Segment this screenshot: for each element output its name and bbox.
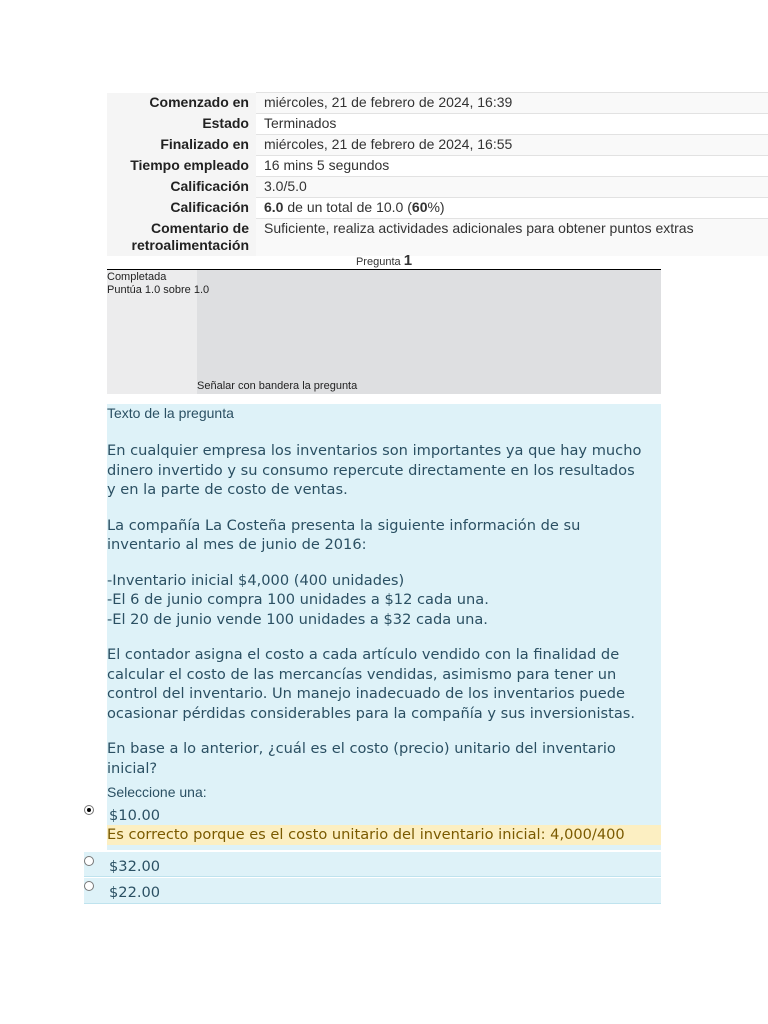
question-line: calcular el costo de las mercancías vendidas, asimismo para tener un xyxy=(107,665,617,683)
summary-label: Comenzado en xyxy=(107,93,256,114)
summary-label: Estado xyxy=(107,114,256,135)
question-line: inventario al mes de junio de 2016: xyxy=(107,536,367,553)
grade-value: 6.0 xyxy=(264,199,284,215)
question-line: -Inventario inicial $4,000 (400 unidades) xyxy=(107,571,405,589)
summary-label: Finalizado en xyxy=(107,135,256,156)
question-line: ocasionar pérdidas considerables para la compañía y sus inversionistas. xyxy=(107,704,636,722)
answer-feedback: Es correcto porque es el costo unitario del inventario inicial: 4,000/400 xyxy=(107,825,661,845)
answer-row-option-3 xyxy=(84,878,661,903)
answer-radio-option-3[interactable] xyxy=(84,881,94,891)
summary-value xyxy=(256,198,768,219)
answer-radio-option-1[interactable] xyxy=(84,805,94,815)
question-line: -El 20 de junio vende 100 unidades a $32 cada una. xyxy=(107,610,488,628)
question-line: La compañía La Costeña presenta la siguiente información de su xyxy=(107,516,581,534)
question-state: Completada xyxy=(107,271,167,283)
summary-row-grade xyxy=(107,198,768,219)
answer-label-option-3[interactable]: $22.00 xyxy=(109,884,161,901)
summary-value: Terminados xyxy=(256,114,768,135)
summary-label-line2: retroalimentación xyxy=(131,236,249,253)
question-line: inicial? xyxy=(107,759,158,777)
summary-label: Tiempo empleado xyxy=(107,156,256,177)
question-line: El contador asigna el costo a cada artículo vendido con la finalidad de xyxy=(107,646,620,663)
grade-percent: 60 xyxy=(411,199,428,215)
summary-value: miércoles, 21 de febrero de 2024, 16:39 xyxy=(256,93,768,114)
grade-total-text: de un total de 10.0 ( xyxy=(283,199,412,215)
question-line: En cualquier empresa los inventarios son importantes ya que hay mucho xyxy=(107,442,642,459)
summary-row-finished xyxy=(107,135,768,156)
answer-label-option-2[interactable]: $32.00 xyxy=(109,858,161,875)
summary-row-state xyxy=(107,114,768,135)
attempt-summary-table xyxy=(107,92,768,256)
summary-label xyxy=(107,219,256,256)
question-info-box xyxy=(107,270,661,394)
question-text xyxy=(107,441,661,794)
answer-separator xyxy=(84,876,661,877)
answer-row-option-2 xyxy=(84,852,661,876)
summary-row-feedback xyxy=(107,219,768,256)
question-header-prefix: Pregunta xyxy=(355,256,401,268)
question-content xyxy=(107,404,661,850)
flag-question-link[interactable]: Señalar con bandera la pregunta xyxy=(197,380,358,392)
question-line: dinero invertido y su consumo repercute directamente en los resultados xyxy=(107,461,635,479)
summary-row-time-taken xyxy=(107,156,768,177)
question-paragraph xyxy=(107,441,661,500)
summary-row-started xyxy=(107,93,768,114)
summary-value: miércoles, 21 de febrero de 2024, 16:55 xyxy=(256,135,768,156)
summary-value: 16 mins 5 segundos xyxy=(256,156,768,177)
question-line: y en la parte de costo de ventas. xyxy=(107,481,348,498)
grade-percent-suffix: %) xyxy=(427,199,445,215)
question-grade: Puntúa 1.0 sobre 1.0 xyxy=(107,284,210,296)
question-line: En base a lo anterior, ¿cuál es el costo (precio) unitario del inventario xyxy=(107,740,616,757)
summary-value: 3.0/5.0 xyxy=(256,177,768,198)
answer-label-option-1[interactable]: $10.00 xyxy=(109,807,161,824)
select-one-prompt: Seleccione una: xyxy=(107,784,207,800)
summary-value: Suficiente, realiza actividades adicionales para obtener puntos extras xyxy=(256,219,768,256)
question-number: 1 xyxy=(403,252,413,269)
question-text-label: Texto de la pregunta xyxy=(107,405,234,421)
question-paragraph xyxy=(107,739,661,778)
question-paragraph xyxy=(107,645,661,723)
question-paragraph xyxy=(107,571,661,630)
question-header xyxy=(107,252,661,270)
question-paragraph xyxy=(107,516,661,555)
question-line: control del inventario. Un manejo inadecuado de los inventarios puede xyxy=(107,685,626,702)
summary-label: Calificación xyxy=(107,198,256,219)
summary-label-line1: Comentario de xyxy=(150,219,249,236)
summary-label: Calificación xyxy=(107,177,256,198)
summary-row-marks xyxy=(107,177,768,198)
answer-radio-option-2[interactable] xyxy=(84,856,94,866)
answer-separator xyxy=(84,903,661,904)
question-line: -El 6 de junio compra 100 unidades a $12 cada una. xyxy=(107,591,489,608)
